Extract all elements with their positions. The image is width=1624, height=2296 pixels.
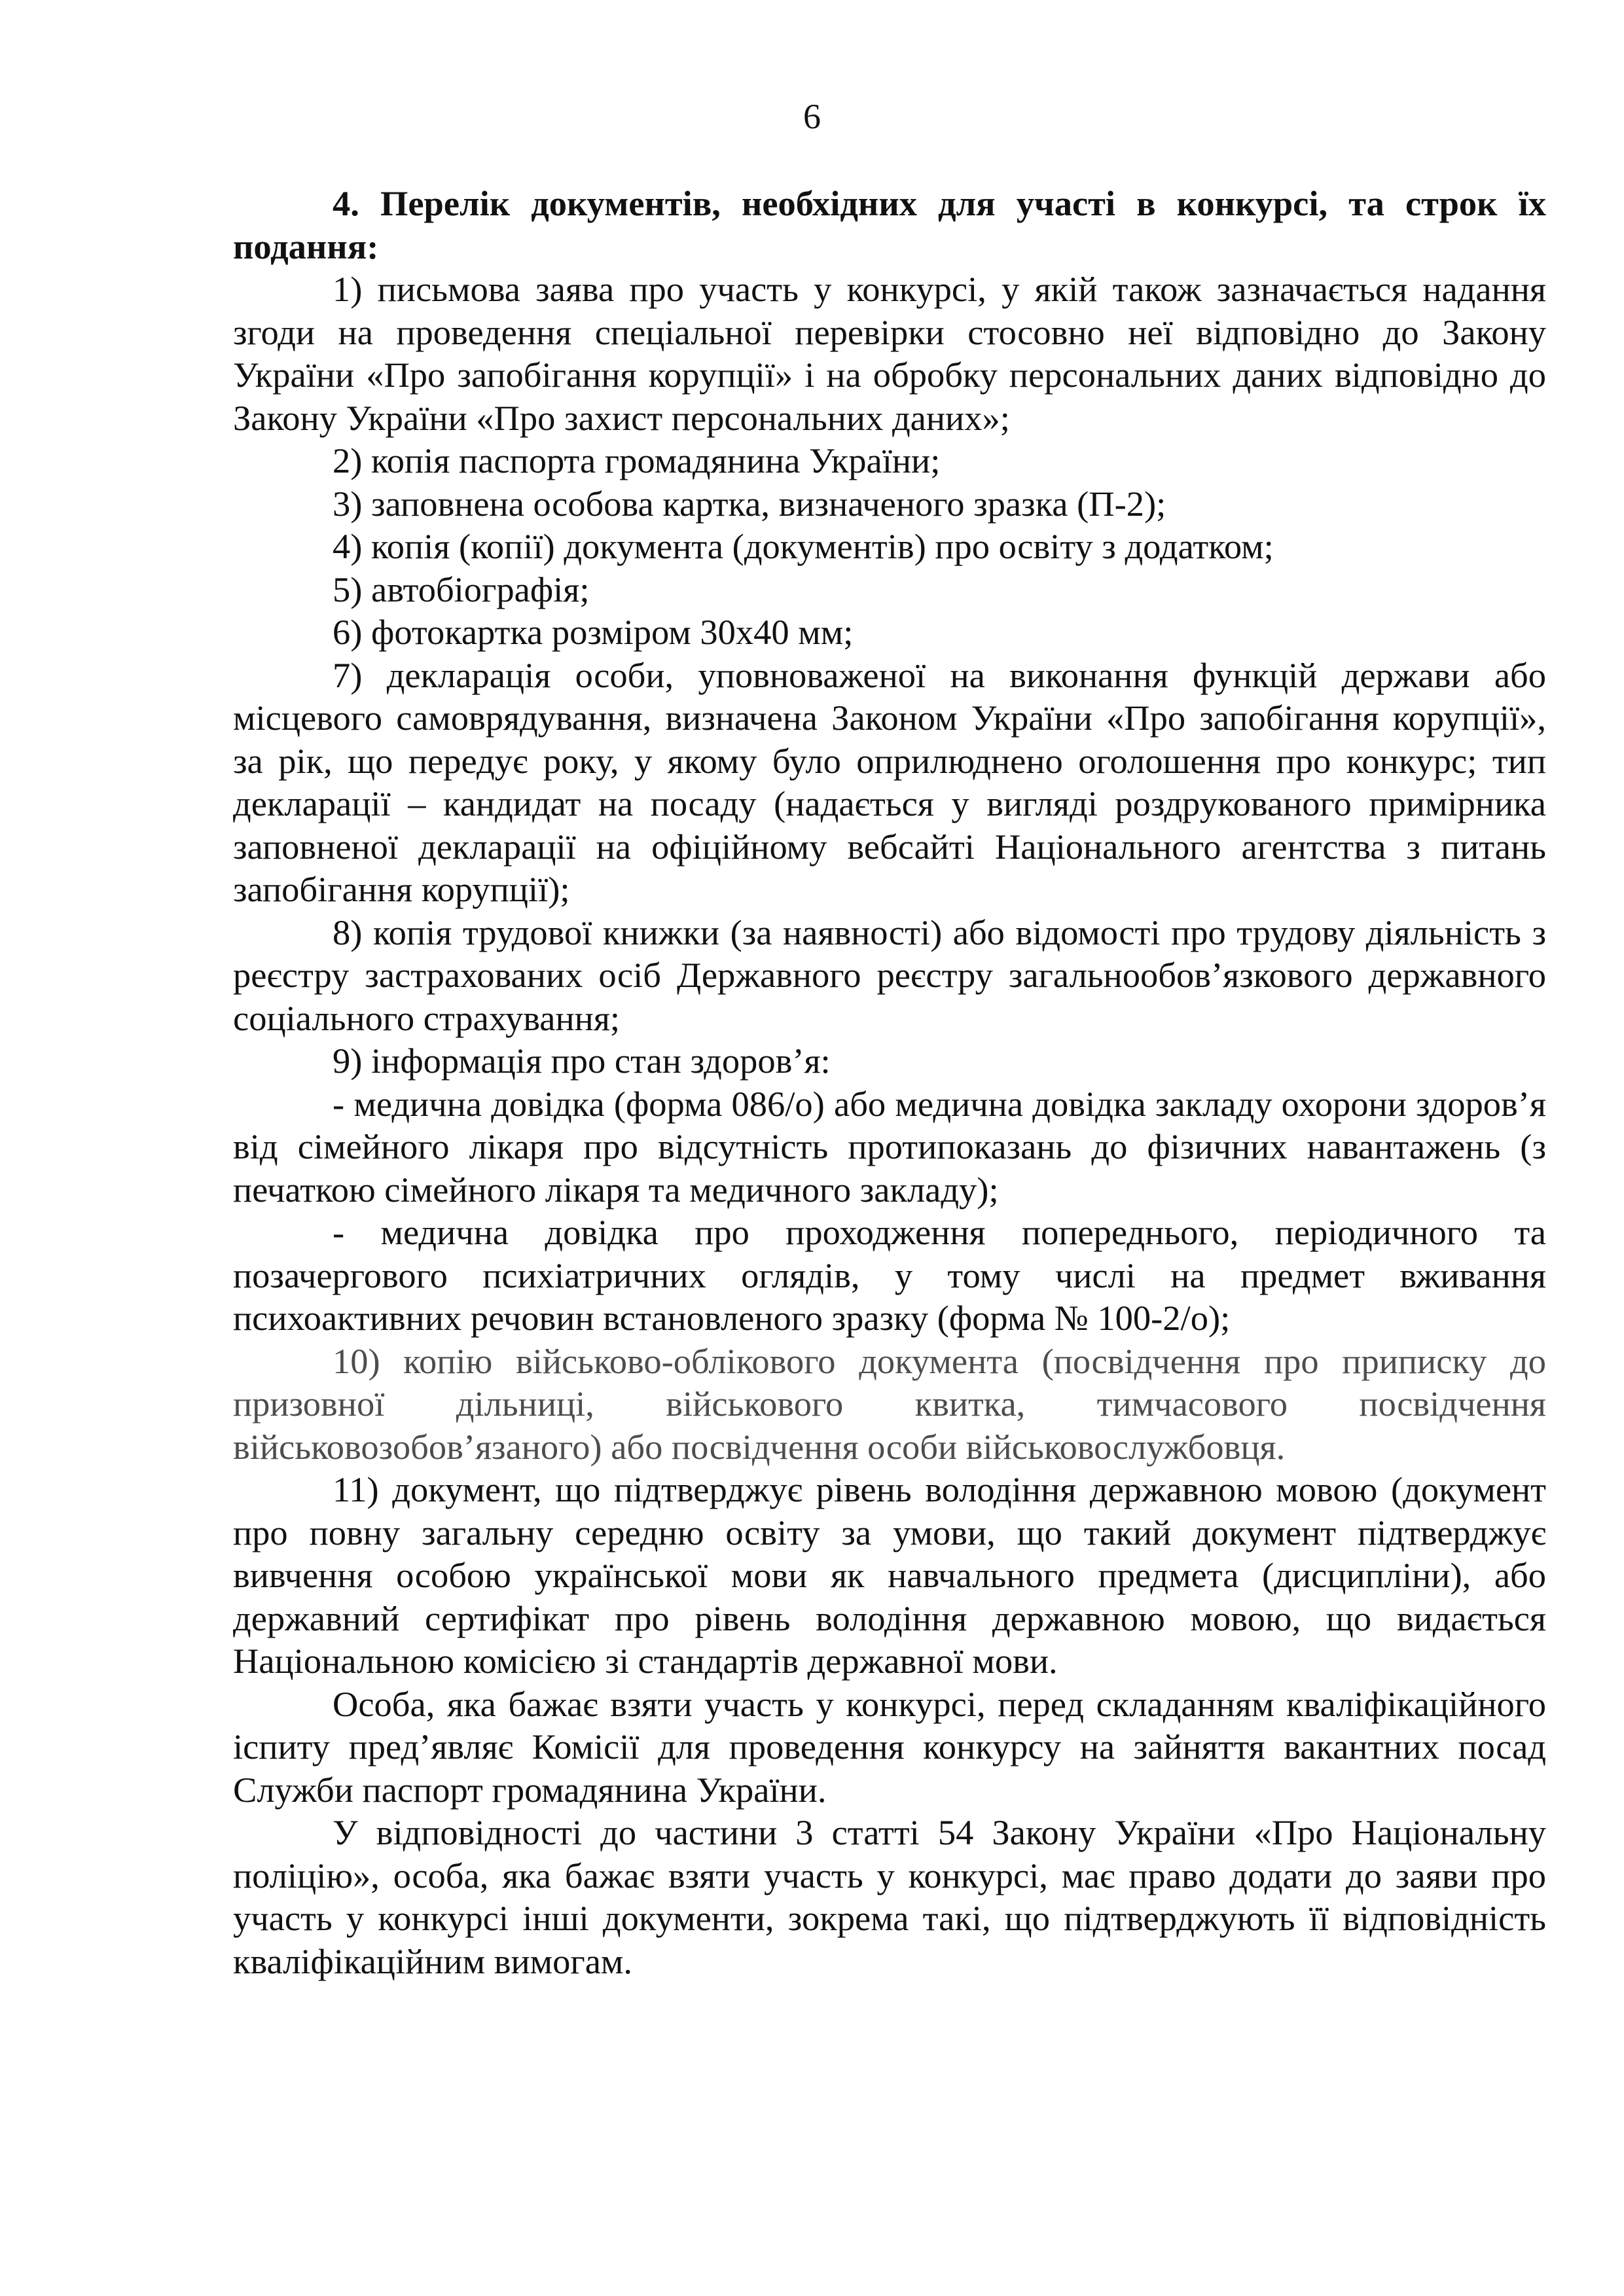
list-item-11: 11) документ, що підтверджує рівень володіння державною мовою (документ про повну загальну середню освіту за умови, що такий документ підтверджує вивчення особою української мови як навчального предмета (дисципліни), або державний сертифікат про рівень володіння державною мовою, що видається Національною комісією зі стандартів державної мови. xyxy=(233,1469,1546,1681)
list-item-8: 8) копія трудової книжки (за наявності) або відомості про трудову діяльність з реєстру застрахованих осіб Державного реєстру загальнообов’язкового державного соціального страхування; xyxy=(233,912,1546,1038)
section-heading: 4. Перелік документів, необхідних для участі в конкурсі, та строк їх подання: xyxy=(233,183,1546,266)
list-item-2: 2) копія паспорта громадянина України; xyxy=(333,440,941,480)
list-item-1: 1) письмова заява про участь у конкурсі, у якій також зазначається надання згоди на проведення спеціальної перевірки стосовно неї відповідно до Закону України «Про запобігання корупції» і на обробку персональних даних відповідно до Закону України «Про захист персональних даних»; xyxy=(233,269,1546,438)
list-item-7: 7) декларація особи, уповноваженої на виконання функцій держави або місцевого самоврядування, визначена Законом України «Про запобігання корупції», за рік, що передує року, у якому було оприлюднено оголошення про конкурс; тип декларації – кандидат на посаду (надається у вигляді роздрукованого примірника заповненої декларації на офіційному вебсайті Національного агентства з питань запобігання корупції); xyxy=(233,655,1546,909)
paragraph-additional-documents: У відповідності до частини 3 статті 54 Закону України «Про Національну поліцію», особа, яка бажає взяти участь у конкурсі, має право додати до заяви про участь у конкурсі інші документи, зокрема такі, що підтверджують її відповідність кваліфікаційним вимогам. xyxy=(233,1812,1546,1981)
list-subitem-psychiatric-certificate: - медична довідка про проходження попереднього, періодичного та позачергового психіатричних оглядів, у тому числі на предмет вживання психоактивних речовин встановленого зразку (форма № 100-2/о); xyxy=(233,1212,1546,1338)
list-item-9: 9) інформація про стан здоров’я: xyxy=(333,1041,831,1081)
list-item-5: 5) автобіографія; xyxy=(333,569,590,609)
page-number: 6 xyxy=(803,97,821,136)
document-body xyxy=(233,182,1546,1982)
list-item-3: 3) заповнена особова картка, визначеного зразка (П-2); xyxy=(333,483,1166,524)
list-item-6: 6) фотокартка розміром 30х40 мм; xyxy=(333,612,854,652)
list-item-10: 10) копію військово-облікового документа (посвідчення про приписку до призовної дільниці, військового квитка, тимчасового посвідчення військовозобов’язаного) або посвідчення особи військовослужбовця. xyxy=(233,1340,1546,1467)
list-subitem-medical-certificate: - медична довідка (форма 086/о) або медична довідка закладу охорони здоров’я від сімейного лікаря про відсутність протипоказань до фізичних навантажень (з печаткою сімейного лікаря та медичного закладу); xyxy=(233,1083,1546,1210)
list-item-4: 4) копія (копії) документа (документів) про освіту з додатком; xyxy=(333,526,1274,566)
paragraph-passport: Особа, яка бажає взяти участь у конкурсі, перед складанням кваліфікаційного іспиту пред’являє Комісії для проведення конкурсу на зайняття вакантних посад Служби паспорт громадянина України. xyxy=(233,1683,1546,1810)
